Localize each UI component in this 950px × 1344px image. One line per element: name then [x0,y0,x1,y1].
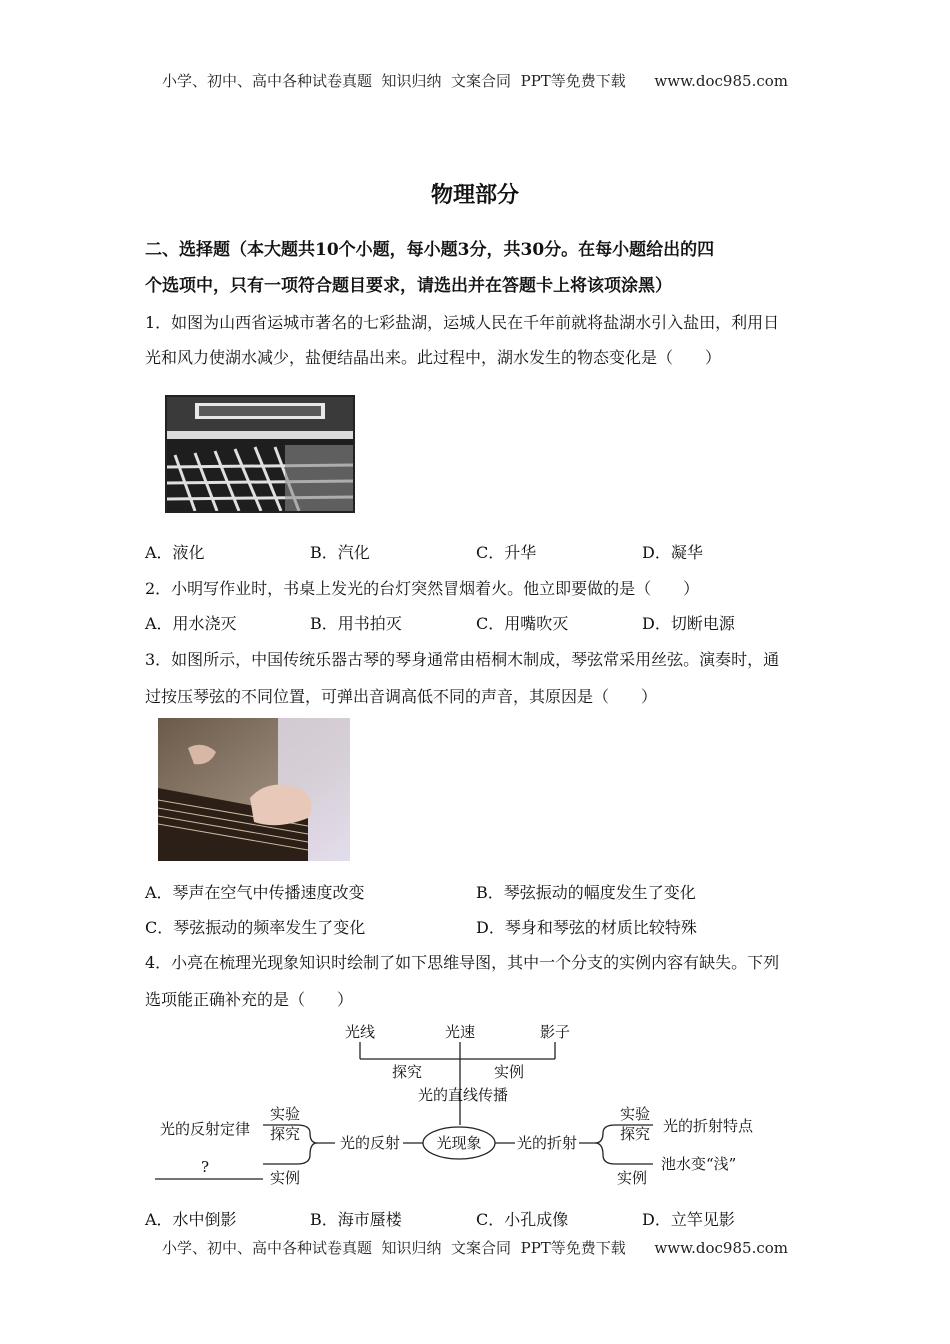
q1-option-c: C．升华 [476,543,537,562]
mm-refraction-node: 光的折射 [516,1134,578,1152]
page-header: 小学、初中、高中各种试卷真题 知识归纳 文案合同 PPT等免费下载 www.doc985.com [161,72,788,90]
mm-right-inquiry: 探究 [619,1125,651,1143]
q4-stem-line1: 4．小亮在梳理光现象知识时绘制了如下思维导图，其中一个分支的实例内容有缺失。下列 [145,953,780,972]
q4-option-d: D．立竿见影 [642,1210,735,1229]
mm-missing-example: ? [200,1158,210,1176]
q3-stem-line1: 3．如图所示，中国传统乐器古琴的琴身通常由梧桐木制成，琴弦常采用丝弦。演奏时，通 [145,650,780,669]
q2-stem: 2．小明写作业时，书桌上发光的台灯突然冒烟着火。他立即要做的是（ ） [145,579,700,598]
q3-option-a: A．琴声在空气中传播速度改变 [145,883,365,902]
mm-top-item-2: 光速 [444,1023,476,1041]
mm-straight-propagation: 光的直线传播 [417,1086,509,1104]
q2-option-d: D．切断电源 [642,614,735,633]
q4-stem-line2: 选项能正确补充的是（ ） [145,990,354,1009]
page-footer: 小学、初中、高中各种试卷真题 知识归纳 文案合同 PPT等免费下载 www.doc985.com [161,1239,788,1257]
mm-right-example: 实例 [616,1169,648,1187]
q1-stem-line2: 光和风力使湖水减少，盐便结晶出来。此过程中，湖水发生的物态变化是（ ） [145,348,722,367]
q3-option-b: B．琴弦振动的幅度发生了变化 [476,883,696,902]
q3-stem-line2: 过按压琴弦的不同位置，可弹出音调高低不同的声音，其原因是（ ） [145,687,658,706]
mm-reflection-node: 光的反射 [339,1134,401,1152]
mm-center-node: 光现象 [436,1134,482,1152]
section-heading-line1: 二、选择题（本大题共10个小题，每小题3分，共30分。在每小题给出的四 [145,240,715,260]
q3-option-d: D．琴身和琴弦的材质比较特殊 [476,918,697,937]
mm-left-experiment: 实验 [269,1105,301,1123]
q2-option-c: C．用嘴吹灭 [476,614,569,633]
mm-right-experiment: 实验 [619,1105,651,1123]
salt-lake-image [165,395,355,513]
page-title: 物理部分 [430,182,519,208]
q2-option-b: B．用书拍灭 [310,614,402,633]
section-heading-line2: 个选项中，只有一项符合题目要求，请选出并在答题卡上将该项涂黑） [145,276,672,296]
q1-option-a: A．液化 [145,543,205,562]
mm-top-item-1: 光线 [344,1023,376,1041]
mm-top-item-3: 影子 [539,1023,571,1041]
mm-top-example-label: 实例 [493,1063,525,1081]
q4-option-a: A．水中倒影 [145,1210,237,1229]
q4-option-c: C．小孔成像 [476,1210,569,1229]
q3-option-c: C．琴弦振动的频率发生了变化 [145,918,366,937]
guqin-image [158,718,350,861]
q1-stem-line1: 1．如图为山西省运城市著名的七彩盐湖，运城人民在千年前就将盐湖水引入盐田，利用日 [145,313,780,332]
q1-option-d: D．凝华 [642,543,703,562]
mm-top-inquiry-label: 探究 [391,1063,423,1081]
mm-reflection-law: 光的反射定律 [160,1120,251,1138]
q1-option-b: B．汽化 [310,543,370,562]
q2-option-a: A．用水浇灭 [145,614,237,633]
light-mind-map [145,1015,795,1195]
q4-option-b: B．海市蜃楼 [310,1210,402,1229]
mm-pool-shallow: 池水变“浅” [661,1155,737,1173]
mm-left-inquiry: 探究 [269,1125,301,1143]
mm-left-example: 实例 [269,1169,301,1187]
mm-refraction-feature: 光的折射特点 [663,1117,754,1135]
